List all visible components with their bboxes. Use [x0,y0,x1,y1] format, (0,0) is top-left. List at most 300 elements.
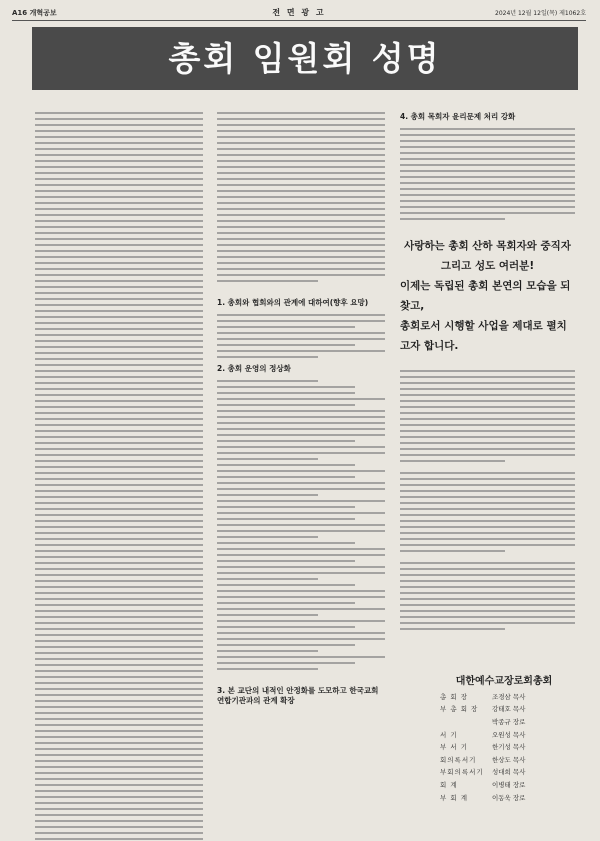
text-line [217,166,385,168]
text-line [400,532,575,534]
text-line [35,274,203,276]
text-line [217,446,385,448]
text-line [217,338,385,340]
text-line [35,238,203,240]
page-label: A16 개혁공보 [12,9,57,17]
text-line [217,458,318,460]
text-line [217,268,385,270]
text-line [217,130,385,132]
officer-row [440,791,580,804]
text-line [35,706,203,708]
text-line [35,124,203,126]
officer-name: 이병태 장로 [492,780,526,789]
text-line [400,508,575,510]
officer-name: 오원성 목사 [492,730,526,739]
text-line [217,434,385,436]
text-line [35,538,203,540]
text-line [217,262,385,264]
officer-role: 부 회 계 [440,793,468,802]
text-line [35,670,203,672]
text-line [400,140,575,142]
text-line [217,602,355,604]
text-line [400,376,575,378]
text-line [35,322,203,324]
text-line [35,490,203,492]
page-header [12,6,586,21]
text-line [400,490,575,492]
text-line [35,610,203,612]
text-line [35,514,203,516]
text-line [400,484,575,486]
text-line [400,406,575,408]
text-line [35,148,203,150]
officer-role: 부 서 기 [440,743,468,752]
text-line [400,526,575,528]
text-line [217,274,385,276]
text-line [217,256,385,258]
text-line [217,214,385,216]
text-line [35,814,203,816]
text-line [400,574,575,576]
text-line [217,344,355,346]
text-line [35,634,203,636]
text-line [35,826,203,828]
text-line [400,448,575,450]
text-line [217,172,385,174]
text-line [400,388,575,390]
text-line [400,382,575,384]
section-heading-3: 3. 본 교단의 내적인 안정화를 도모하고 한국교회연합기관과의 관계 확장 [217,686,379,705]
text-line [217,536,318,538]
text-line [400,478,575,480]
text-line [35,796,203,798]
column-1 [35,112,203,841]
text-line [35,220,203,222]
text-line [217,572,385,574]
officer-name: 성대희 목사 [492,768,526,777]
text-line [35,226,203,228]
text-line [217,148,385,150]
text-line [217,350,385,352]
text-line [400,514,575,516]
text-line [217,632,385,634]
text-line [35,478,203,480]
text-line [35,298,203,300]
text-line [35,772,203,774]
issue-date: 2024년 12월 12일(목) 제1062호 [495,10,586,17]
text-line [35,118,203,120]
officer-row [440,766,580,779]
text-line [217,380,318,382]
text-line [35,724,203,726]
text-line [217,160,385,162]
text-line [35,304,203,306]
officer-role: 총 회 장 [440,692,468,701]
text-line [400,610,575,612]
text-line [217,668,318,670]
text-line [35,448,203,450]
text-line [400,604,575,606]
text-line [400,538,575,540]
text-line [35,544,203,546]
signatory-org: 대한예수교장로회총회 [455,676,553,687]
text-line [400,128,575,130]
text-line [35,364,203,366]
text-line [217,332,385,334]
officer-row [440,740,580,753]
text-line [35,496,203,498]
text-line [217,560,355,562]
text-line [400,176,575,178]
officer-name: 조경삼 목사 [492,692,526,701]
officer-role: 회의록서기 [440,755,477,764]
text-line [217,250,385,252]
text-line [35,418,203,420]
text-line [35,340,203,342]
section-heading-1: 1. 총회와 협회와의 관계에 대하여(향후 요망) [217,298,369,307]
text-line [217,656,385,658]
text-line [35,130,203,132]
text-line [35,646,203,648]
text-line [35,280,203,282]
text-line [35,598,203,600]
text-line [35,580,203,582]
text-line [35,406,203,408]
text-line [217,184,385,186]
text-line [217,226,385,228]
text-line [217,548,385,550]
text-line [217,614,318,616]
text-line [217,524,385,526]
text-line [35,442,203,444]
title-banner [32,27,578,90]
text-line [35,286,203,288]
text-line [400,544,575,546]
text-line [400,622,575,624]
text-line [35,748,203,750]
text-line [217,244,385,246]
text-line [35,196,203,198]
text-line [400,580,575,582]
text-line [400,370,575,372]
text-line [217,482,385,484]
text-line [400,146,575,148]
text-line [400,628,505,630]
text-line [35,316,203,318]
text-line [217,452,385,454]
text-line [217,142,385,144]
text-line [400,158,575,160]
officer-row [440,690,580,703]
text-line [217,590,385,592]
text-line [217,644,355,646]
officer-role: 서 기 [440,730,458,739]
text-line [35,586,203,588]
text-line [400,212,575,214]
text-line [35,466,203,468]
text-line [35,430,203,432]
text-line [217,554,385,556]
text-line [35,214,203,216]
quote-line-3: 이제는 독립된 총회 본연의 모습을 되찾고, [400,280,571,312]
text-line [217,440,355,442]
text-line [35,682,203,684]
text-line [400,502,575,504]
text-line [400,412,575,414]
text-line [217,596,385,598]
text-line [217,422,385,424]
officer-row [440,753,580,766]
text-line [35,700,203,702]
text-line [217,280,318,282]
text-line [35,760,203,762]
text-line [35,292,203,294]
text-line [35,370,203,372]
text-line [400,568,575,570]
text-line [400,194,575,196]
text-line [35,232,203,234]
officer-row [440,778,580,791]
text-line [217,196,385,198]
text-line [35,676,203,678]
text-line [35,778,203,780]
text-line [217,112,385,114]
text-line [217,566,385,568]
text-line [35,346,203,348]
text-line [217,662,355,664]
text-line [35,328,203,330]
text-line [400,394,575,396]
column-3 [400,112,575,634]
officer-name: 이동욱 장로 [492,793,526,802]
text-line [35,736,203,738]
text-line [217,136,385,138]
text-line [217,404,355,406]
text-line [35,784,203,786]
text-line [35,184,203,186]
text-line [217,398,385,400]
text-line [35,178,203,180]
text-line [35,172,203,174]
text-line [35,262,203,264]
text-line [35,358,203,360]
text-line [35,484,203,486]
text-line [400,182,575,184]
text-line [35,628,203,630]
text-line [400,598,575,600]
text-line [35,526,203,528]
text-line [35,424,203,426]
section-title: 전 면 광 고 [272,8,326,17]
text-line [400,400,575,402]
text-line [217,542,355,544]
text-line [35,766,203,768]
text-line [217,428,385,430]
text-line [217,494,318,496]
text-line [400,442,575,444]
text-line [400,592,575,594]
text-line [400,436,575,438]
text-line [400,164,575,166]
text-line [217,488,385,490]
text-line [35,256,203,258]
text-line [400,550,505,552]
section-heading-4: 4. 총회 목회자 윤리문제 처리 강화 [400,112,516,121]
text-line [217,320,385,322]
text-line [217,118,385,120]
text-line [400,418,575,420]
text-line [35,562,203,564]
text-line [217,232,385,234]
text-line [400,188,575,190]
text-line [35,574,203,576]
text-line [400,472,575,474]
text-line [35,154,203,156]
text-line [217,314,385,316]
officer-name: 박종규 장로 [492,717,526,726]
text-line [35,436,203,438]
text-line [217,208,385,210]
text-line [35,718,203,720]
text-line [35,208,203,210]
text-line [35,754,203,756]
column-2 [217,112,385,712]
text-line [400,424,575,426]
text-line [35,790,203,792]
text-line [400,134,575,136]
text-line [400,520,575,522]
text-line [35,388,203,390]
quote-line-4: 총회로서 시행할 사업을 제대로 펼치고자 합니다. [400,320,567,352]
text-line [35,832,203,834]
text-line [217,500,385,502]
text-line [217,608,385,610]
officer-role: 부회의록서기 [440,768,484,777]
text-line [217,178,385,180]
text-line [35,112,203,114]
text-line [35,268,203,270]
text-line [400,586,575,588]
text-line [35,688,203,690]
text-line [217,506,355,508]
text-line [35,592,203,594]
officer-role: 부 총 회 장 [440,705,479,714]
text-line [217,410,385,412]
appeal-quote [400,236,575,356]
text-line [35,160,203,162]
text-line [35,202,203,204]
text-line [35,730,203,732]
text-line [35,664,203,666]
text-line [217,650,318,652]
text-line [35,244,203,246]
text-line [35,838,203,840]
text-line [400,616,575,618]
officer-list [440,690,580,803]
text-line [400,152,575,154]
text-line [217,356,318,358]
text-line [400,562,575,564]
text-line [35,382,203,384]
officer-row [440,715,580,728]
text-line [217,626,355,628]
text-line [35,502,203,504]
text-line [35,640,203,642]
text-line [35,412,203,414]
text-line [35,802,203,804]
text-line [217,470,385,472]
text-line [35,808,203,810]
text-line [35,190,203,192]
officer-row [440,703,580,716]
text-line [400,170,575,172]
text-line [217,154,385,156]
text-line [400,200,575,202]
text-line [35,820,203,822]
officer-role: 회 계 [440,780,458,789]
text-line [35,136,203,138]
text-line [35,334,203,336]
text-line [35,376,203,378]
text-line [400,454,575,456]
text-line [35,652,203,654]
quote-line-2: 그리고 성도 여러분! [440,260,535,272]
text-line [400,218,505,220]
text-line [35,532,203,534]
text-line [35,616,203,618]
text-line [35,142,203,144]
text-line [217,584,355,586]
text-line [35,166,203,168]
text-line [217,518,355,520]
text-line [35,310,203,312]
text-line [217,220,385,222]
officer-name: 한기성 목사 [492,743,526,752]
text-line [35,508,203,510]
text-line [35,568,203,570]
text-line [217,416,385,418]
text-line [35,250,203,252]
text-line [35,394,203,396]
text-line [217,620,385,622]
quote-line-1: 사랑하는 총회 산하 목회자와 중직자 [404,240,571,252]
text-line [35,550,203,552]
statement-title: 총회 임원회 성명 [168,39,442,78]
text-line [35,520,203,522]
text-line [217,386,355,388]
text-line [217,124,385,126]
text-line [35,460,203,462]
text-line [35,352,203,354]
text-line [217,238,385,240]
text-line [35,742,203,744]
section-heading-2: 2. 총회 운영의 정상화 [217,364,291,373]
text-line [217,578,318,580]
text-line [217,392,355,394]
text-line [217,476,355,478]
officer-name: 한상도 목사 [492,755,526,764]
text-line [217,512,385,514]
text-line [35,454,203,456]
text-line [35,556,203,558]
text-line [35,658,203,660]
text-line [35,400,203,402]
text-line [35,622,203,624]
text-line [400,206,575,208]
officer-name: 강태호 목사 [492,705,526,714]
text-line [217,530,385,532]
text-line [400,430,575,432]
